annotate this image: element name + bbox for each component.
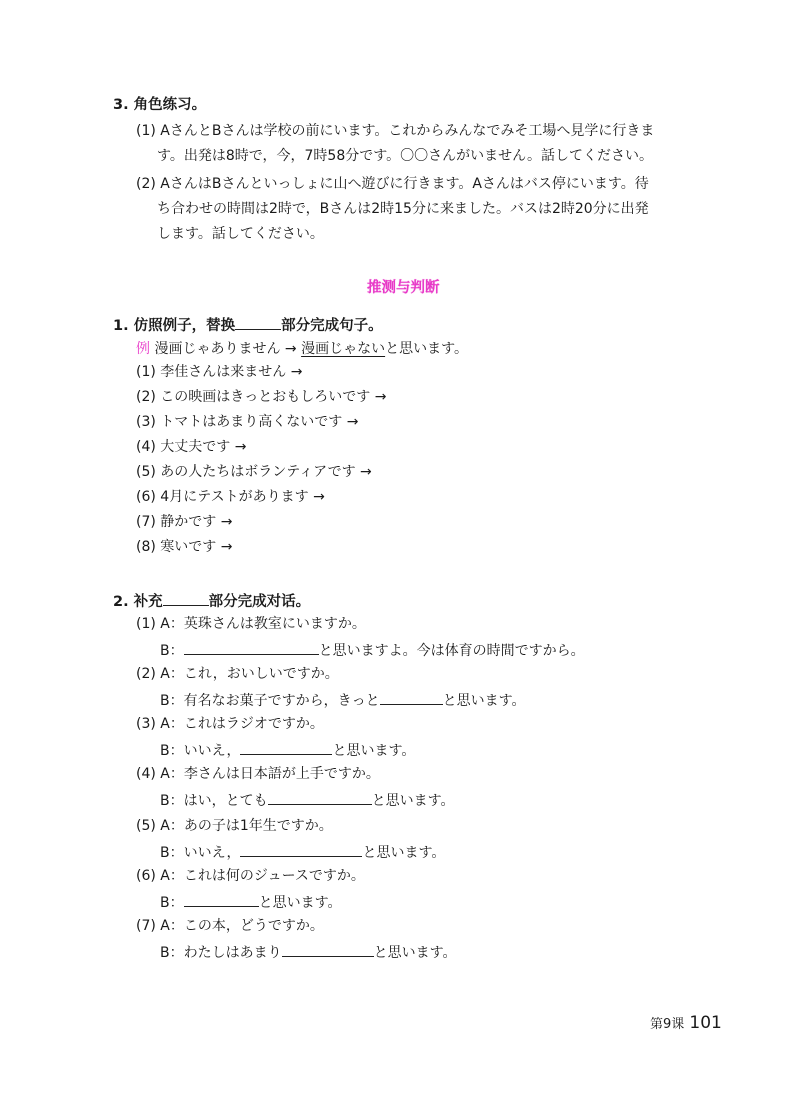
dialogue-b-suffix: と思います。: [362, 845, 446, 861]
example-line: [136, 339, 468, 359]
answer-blank[interactable]: [240, 739, 332, 755]
example-answer: 漫画じゃない: [301, 341, 386, 357]
exercise-1-item: (3) トマトはあまり高くないです →: [136, 414, 359, 430]
dialogue-b-prefix: B：有名なお菓子ですから，きっと: [160, 693, 380, 709]
blank-line: [235, 314, 281, 330]
answer-blank[interactable]: [380, 689, 443, 705]
exercise-1-item: (4) 大丈夫です →: [136, 439, 247, 455]
dialogue-b-suffix: と思います。: [332, 743, 416, 759]
dialogue-b-suffix: と思います。: [442, 693, 526, 709]
exercise-2-heading: [113, 590, 310, 612]
dialogue-4-b: [160, 789, 455, 811]
dialogue-b-suffix: と思います。: [371, 793, 455, 809]
example-tail: と思います。: [385, 341, 468, 357]
exercise-1-item: (6) 4月にテストがあります →: [136, 489, 325, 505]
answer-blank[interactable]: [184, 639, 319, 655]
page-footer: [650, 1013, 722, 1033]
role-play-item-1-line-2: す。出発は8時で，今，7時58分です。〇〇さんがいません。話してください。: [157, 148, 653, 164]
role-play-item-2-line-1: (2) AさんはBさんといっしょに山へ遊びに行きます。Aさんはバス停にいます。待: [136, 176, 649, 192]
page-number: 101: [689, 1013, 722, 1033]
exercise-1-item: (8) 寒いです →: [136, 539, 233, 555]
exercise-2-heading-pre: 2. 补充: [113, 594, 163, 610]
example-source: 漫画じゃありません →: [154, 341, 297, 357]
dialogue-4-a: (4) A：李さんは日本語が上手ですか。: [136, 766, 380, 782]
answer-blank[interactable]: [240, 841, 362, 857]
answer-blank[interactable]: [268, 789, 372, 805]
dialogue-5-a: (5) A：あの子は1年生ですか。: [136, 818, 333, 834]
lesson-label: 第9课: [650, 1017, 685, 1032]
exercise-1-item: (2) この映画はきっとおもしろいです →: [136, 389, 387, 405]
dialogue-7-a: (7) A：この本，どうですか。: [136, 918, 324, 934]
dialogue-6-b: [160, 891, 342, 913]
dialogue-5-b: [160, 841, 445, 863]
example-label: 例: [136, 341, 150, 357]
exercise-1-heading-pre: 1. 仿照例子，替换: [113, 318, 236, 334]
role-play-item-1-line-1: (1) AさんとBさんは学校の前にいます。これからみんなでみそ工場へ見学に行きま: [136, 123, 655, 139]
section-3-heading: 3. 角色练习。: [113, 97, 207, 113]
dialogue-b-prefix: B：わたしはあまり: [160, 945, 282, 961]
dialogue-b-prefix: B：はい，とても: [160, 793, 268, 809]
dialogue-b-prefix: B：いいえ，: [160, 743, 241, 759]
dialogue-2-b: [160, 689, 526, 711]
dialogue-3-b: [160, 739, 415, 761]
section-title: 推测与判断: [367, 280, 440, 296]
exercise-1-item: (1) 李佳さんは来ません →: [136, 364, 303, 380]
dialogue-2-a: (2) A：これ，おいしいですか。: [136, 666, 339, 682]
role-play-item-2-line-2: ち合わせの時間は2時で，Bさんは2時15分に来ました。バスは2時20分に出発: [157, 201, 649, 217]
exercise-1-heading: [113, 314, 383, 336]
exercise-1-item: (5) あの人たちはボランティアです →: [136, 464, 372, 480]
dialogue-b-suffix: と思います。: [373, 945, 457, 961]
exercise-2-heading-post: 部分完成对话。: [208, 594, 311, 610]
dialogue-3-a: (3) A：これはラジオですか。: [136, 716, 324, 732]
dialogue-6-a: (6) A：これは何のジュースですか。: [136, 868, 365, 884]
dialogue-b-prefix: B：いいえ，: [160, 845, 241, 861]
exercise-1-item: (7) 静かです →: [136, 514, 233, 530]
exercise-1-heading-post: 部分完成句子。: [281, 318, 383, 334]
dialogue-b-prefix: B：: [160, 895, 184, 911]
dialogue-7-b: [160, 941, 457, 963]
dialogue-b-suffix: と思いますよ。今は体育の時間ですから。: [318, 643, 585, 659]
answer-blank[interactable]: [282, 941, 374, 957]
dialogue-b-prefix: B：: [160, 643, 184, 659]
dialogue-1-b: [160, 639, 585, 661]
role-play-item-2-line-3: します。話してください。: [157, 226, 324, 242]
dialogue-b-suffix: と思います。: [258, 895, 342, 911]
answer-blank[interactable]: [184, 891, 259, 907]
dialogue-1-a: (1) A：英珠さんは教室にいますか。: [136, 616, 366, 632]
blank-line: [163, 590, 209, 606]
